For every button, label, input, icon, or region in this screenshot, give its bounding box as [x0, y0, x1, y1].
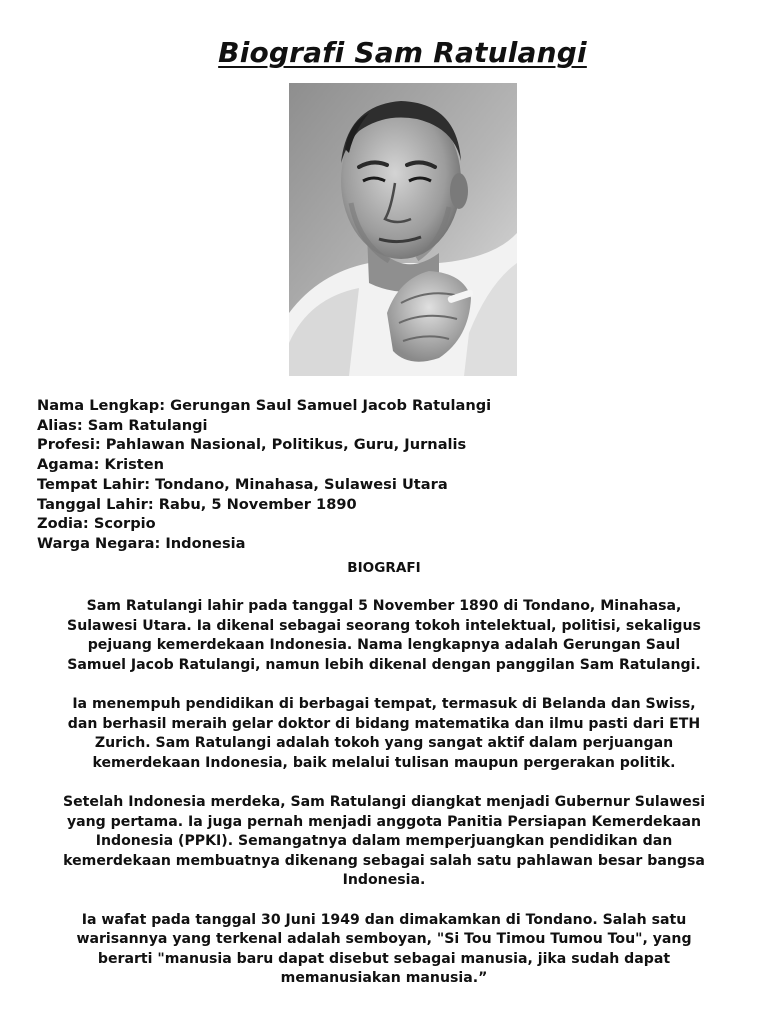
info-profession: Profesi: Pahlawan Nasional, Politikus, Guru, Jurnalis [37, 436, 467, 454]
portrait-photo [289, 83, 517, 376]
page-title: Biografi Sam Ratulangi [218, 36, 587, 69]
info-zodiac: Zodia: Scorpio [37, 515, 156, 533]
info-full-name: Nama Lengkap: Gerungan Saul Samuel Jacob Ratulangi [37, 397, 492, 414]
paragraph: Ia wafat pada tanggal 30 Juni 1949 dan dimakamkan di Tondano. Salah satu warisannya yang terkenal adalah semboyan, "Si Tou Timou Tumou Tou", yang berarti "manusia baru dapat disebut sebagai manusia, jika sudah dapat memanusiakan manusia.” [76, 911, 692, 987]
info-religion: Agama: Kristen [37, 456, 165, 474]
section-heading: BIOGRAFI [347, 560, 421, 576]
profile-info [37, 396, 737, 554]
info-citizenship: Warga Negara: Indonesia [37, 534, 246, 552]
paragraph: Setelah Indonesia merdeka, Sam Ratulangi diangkat menjadi Gubernur Sulawesi yang pertama. Ia juga pernah menjadi anggota Panitia Persiapan Kemerdekaan Indonesia (PPKI). Semangatnya dalam memperjuangkan pendidikan dan kemerdekaan membuatnya dikenang sebagai salah satu pahlawan besar bangsa Indonesia. [62, 793, 706, 889]
info-alias: Alias: Sam Ratulangi [37, 416, 208, 434]
biography-body [58, 597, 710, 1008]
portrait-illustration [289, 83, 517, 376]
paragraph: Ia menempuh pendidikan di berbagai tempat, termasuk di Belanda dan Swiss, dan berhasil meraih gelar doktor di bidang matematika dan ilmu pasti dari ETH Zurich. Sam Ratulangi adalah tokoh yang sangat aktif dalam perjuangan kemerdekaan Indonesia, baik melalui tulisan maupun pergerakan politik. [67, 695, 701, 771]
info-birthplace: Tempat Lahir: Tondano, Minahasa, Sulawesi Utara [37, 475, 448, 493]
paragraph: Sam Ratulangi lahir pada tanggal 5 November 1890 di Tondano, Minahasa, Sulawesi Utara. Ia dikenal sebagai seorang tokoh intelektual, politisi, sekaligus pejuang kemerdekaan Indonesia. Nama lengkapnya adalah Gerungan Saul Samuel Jacob Ratulangi, namun lebih dikenal dengan panggilan Sam Ratulangi. [67, 598, 701, 673]
info-birthdate: Tanggal Lahir: Rabu, 5 November 1890 [37, 495, 357, 513]
